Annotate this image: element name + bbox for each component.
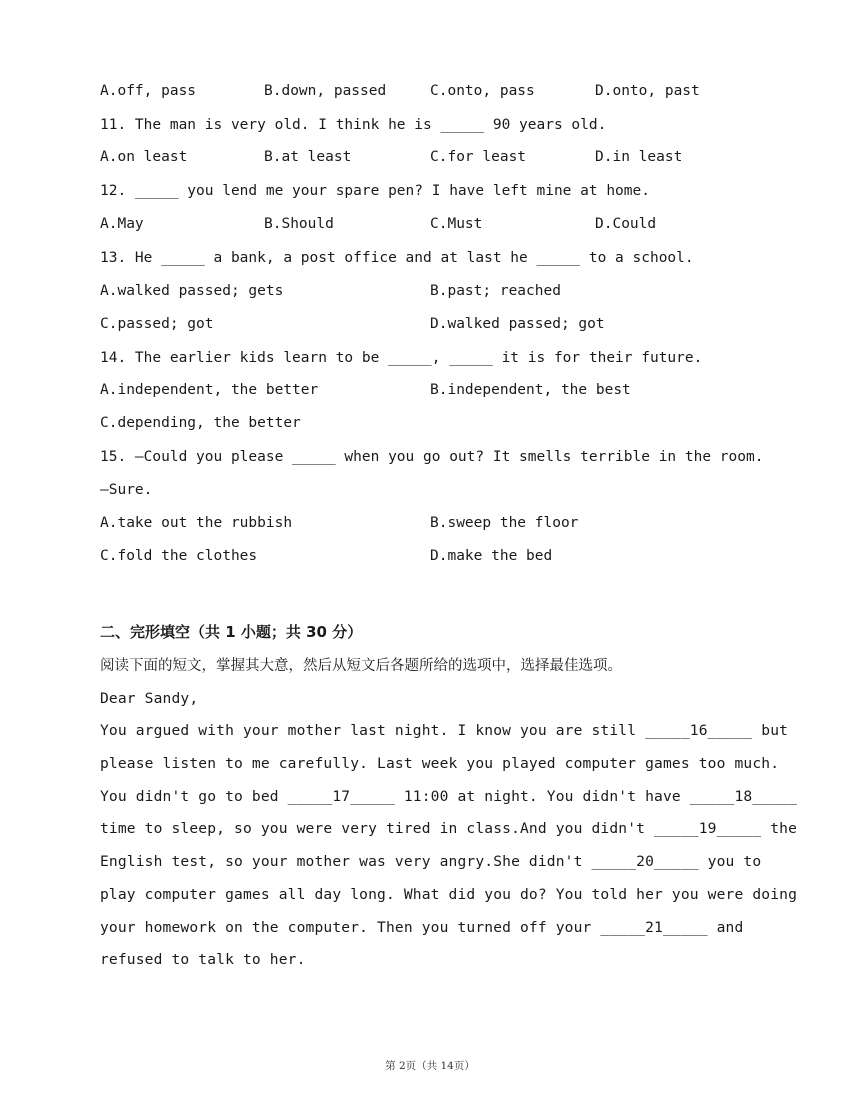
q15-option-a: A.take out the rubbish bbox=[100, 515, 293, 531]
q12-stem: 12. _____ you lend me your spare pen? I have left mine at home. bbox=[100, 183, 650, 199]
q10-option-d: D.onto, past bbox=[595, 83, 700, 99]
passage-line: refused to talk to her. bbox=[100, 951, 306, 968]
q14-option-b: B.independent, the best bbox=[430, 382, 631, 398]
passage-line: Dear Sandy, bbox=[100, 690, 199, 707]
passage-line: English test, so your mother was very angry.She didn't _____20_____ you to bbox=[100, 853, 762, 870]
q13-option-c: C.passed; got bbox=[100, 316, 214, 332]
q12-option-c: C.Must bbox=[430, 216, 483, 232]
q15-option-b: B.sweep the floor bbox=[430, 515, 579, 531]
q11-option-c: C.for least bbox=[430, 149, 527, 165]
q12-option-d: D.Could bbox=[595, 216, 657, 232]
q12-option-a: A.May bbox=[100, 216, 144, 232]
section-instruction: 阅读下面的短文，掌握其大意，然后从短文后各题所给的选项中，选择最佳选项。 bbox=[100, 658, 622, 674]
passage-line: play computer games all day long. What did you do? You told her you were doing bbox=[100, 886, 798, 903]
q15-reply: —Sure. bbox=[100, 482, 153, 498]
q10-option-a: A.off, pass bbox=[100, 83, 197, 99]
q11-option-a: A.on least bbox=[100, 149, 188, 165]
q11-stem: 11. The man is very old. I think he is _____ 90 years old. bbox=[100, 117, 607, 133]
q13-stem: 13. He _____ a bank, a post office and at last he _____ to a school. bbox=[100, 250, 694, 266]
page-number-footer: 第 2页（共 14页） bbox=[385, 1060, 475, 1072]
q15-option-d: D.make the bed bbox=[430, 548, 553, 564]
q14-stem: 14. The earlier kids learn to be _____, _____ it is for their future. bbox=[100, 350, 703, 366]
q10-option-b: B.down, passed bbox=[264, 83, 387, 99]
q14-option-a: A.independent, the better bbox=[100, 382, 319, 398]
q14-option-c: C.depending, the better bbox=[100, 415, 301, 431]
passage-line: You argued with your mother last night. I know you are still _____16_____ but bbox=[100, 722, 789, 739]
q11-option-d: D.in least bbox=[595, 149, 683, 165]
passage-line: time to sleep, so you were very tired in class.And you didn't _____19_____ the bbox=[100, 820, 798, 837]
q13-option-a: A.walked passed; gets bbox=[100, 283, 284, 299]
q13-option-b: B.past; reached bbox=[430, 283, 561, 299]
passage-line: your homework on the computer. Then you turned off your _____21_____ and bbox=[100, 919, 744, 936]
q11-option-b: B.at least bbox=[264, 149, 352, 165]
q15-option-c: C.fold the clothes bbox=[100, 548, 258, 564]
passage-line: please listen to me carefully. Last week you played computer games too much. bbox=[100, 755, 780, 772]
q10-option-c: C.onto, pass bbox=[430, 83, 535, 99]
q13-option-d: D.walked passed; got bbox=[430, 316, 605, 332]
passage-line: You didn't go to bed _____17_____ 11:00 at night. You didn't have _____18_____ bbox=[100, 788, 798, 805]
q12-option-b: B.Should bbox=[264, 216, 334, 232]
q15-stem: 15. —Could you please _____ when you go out? It smells terrible in the room. bbox=[100, 449, 764, 465]
section-title: 二、完形填空（共 1 小题；共 30 分） bbox=[100, 623, 363, 641]
